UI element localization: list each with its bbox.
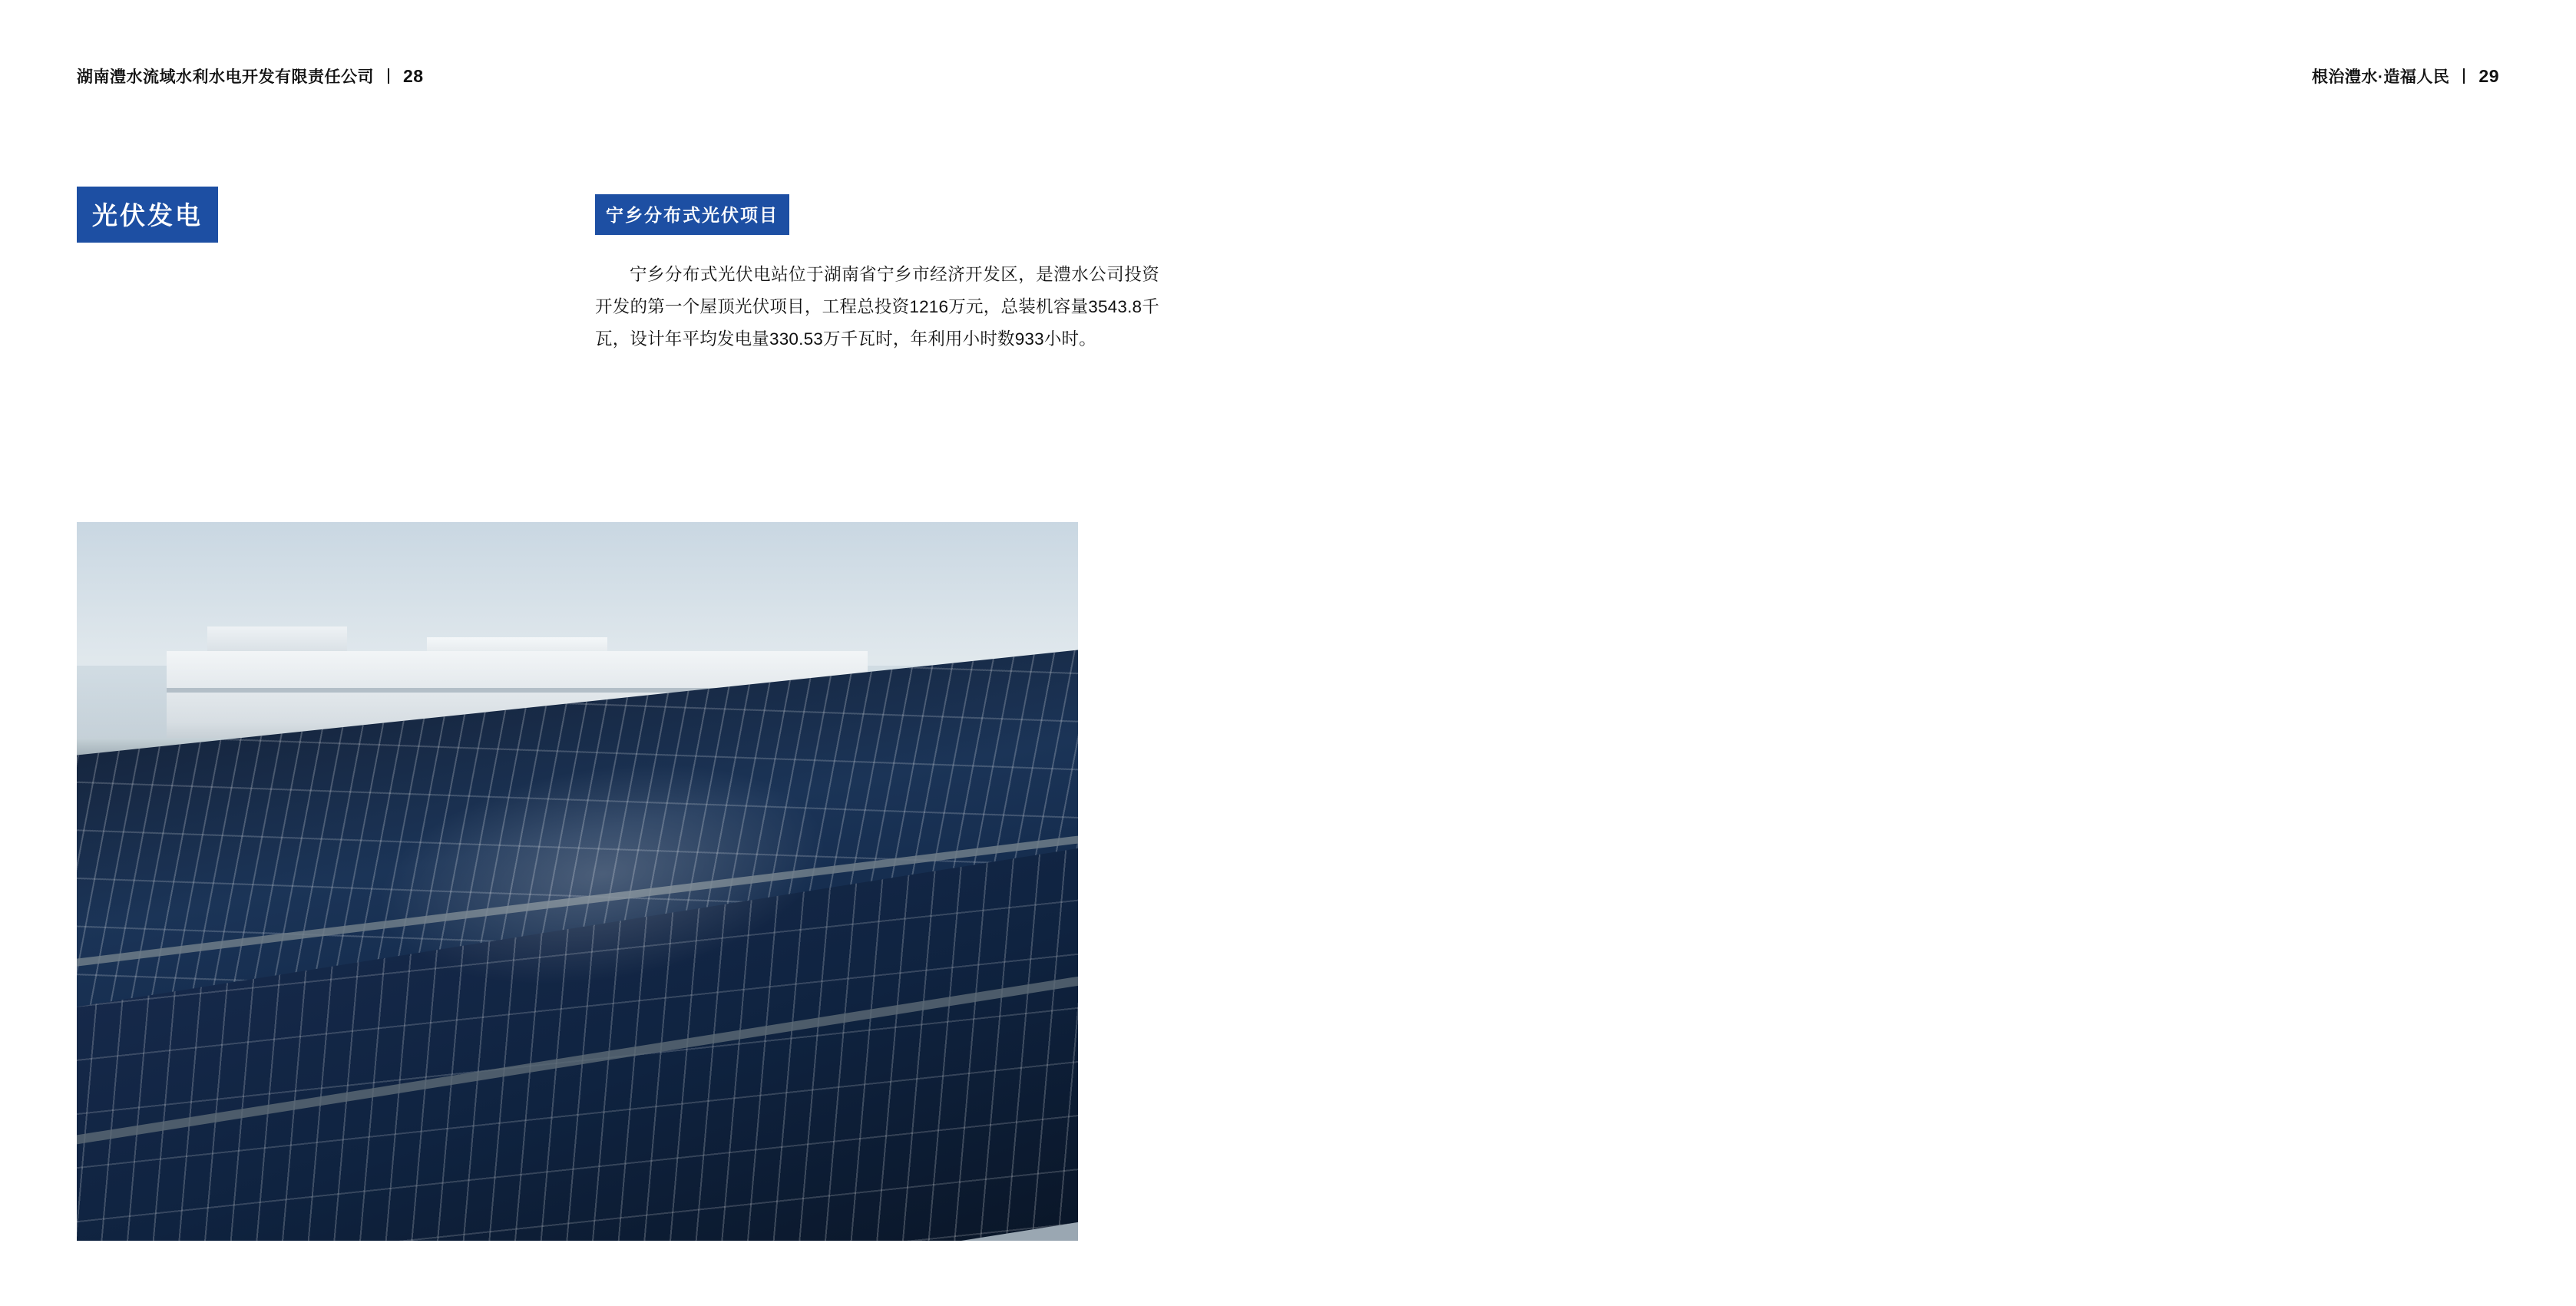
body-paragraph-photovoltaic: 宁乡分布式光伏电站位于湖南省宁乡市经济开发区，是澧水公司投资开发的第一个屋顶光伏项目，工程总投资1216万元，总装机容量3543.8千瓦，设计年平均发电量330.53万千瓦时，年利用小时数933小时。 [595,265,1159,349]
running-head-right [2312,64,2499,88]
section-title-photovoltaic-label: 光伏发电 [92,201,203,230]
running-head-right-text: 根治澧水·造福人民 [2311,68,2450,86]
running-head-left-text: 湖南澧水流域水利水电开发有限责任公司 [77,68,374,86]
running-head-divider [388,68,389,84]
subsection-title-ningxiang [595,194,789,235]
running-head-divider [2463,68,2465,84]
section-title-photovoltaic [77,187,218,243]
body-text-photovoltaic [595,259,1159,355]
photo-solar-artwork [77,522,1078,1241]
photo-solar-rooftop-array [77,522,1078,1241]
right-page [1288,0,2576,1306]
page-number-left: 28 [403,65,424,86]
page-number-right: 29 [2478,65,2499,86]
running-head-left [77,64,424,88]
subsection-title-ningxiang-label: 宁乡分布式光伏项目 [606,205,779,225]
